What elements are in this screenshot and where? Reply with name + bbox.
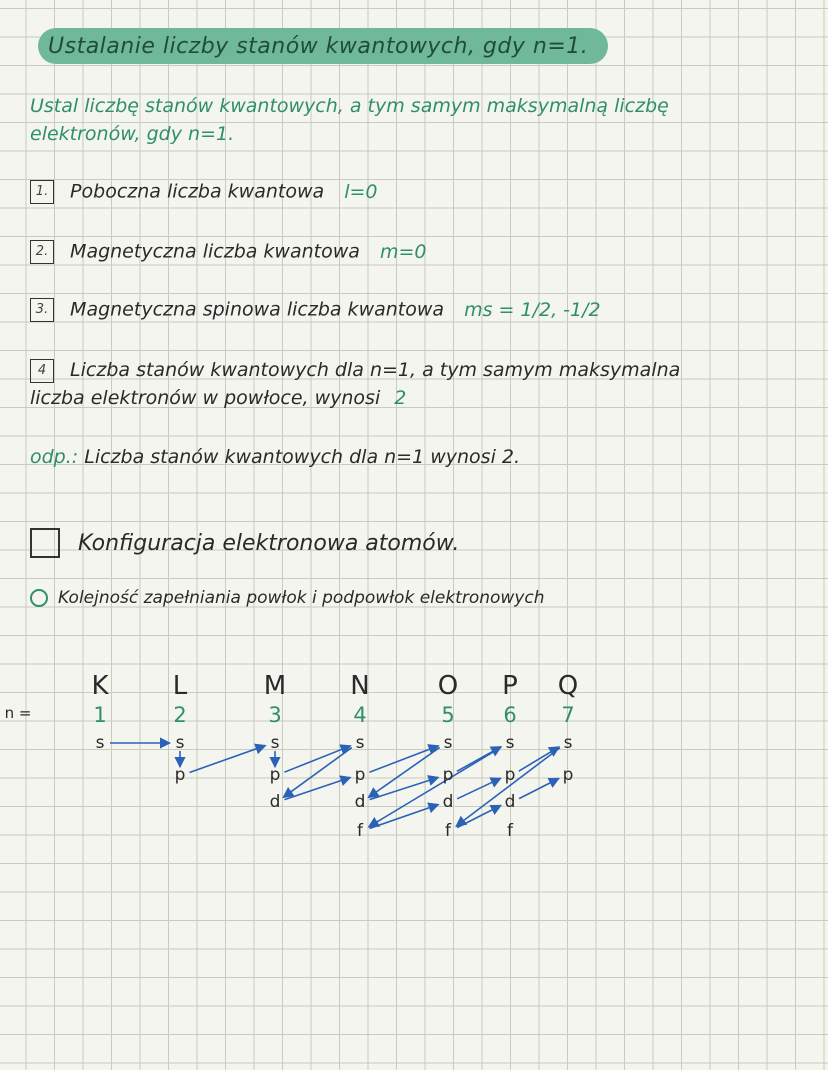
step-number-box: 1. <box>30 180 54 204</box>
subshell-label: p <box>442 765 454 785</box>
task-line-2: elektronów, gdy n=1. <box>30 123 235 145</box>
shell-number: 5 <box>441 703 455 727</box>
task-statement <box>30 92 669 148</box>
shell-letter: N <box>350 671 370 701</box>
order-arrow <box>189 746 265 773</box>
subsection-heading <box>30 588 545 608</box>
shell-letter: L <box>172 671 188 701</box>
shell-number: 2 <box>173 703 187 727</box>
subshell-label: s <box>443 733 453 753</box>
step-3 <box>30 298 601 322</box>
subshell-label: f <box>357 821 363 841</box>
step-text: Magnetyczna spinowa liczba kwantowa <box>70 298 445 321</box>
order-arrow <box>283 748 352 798</box>
order-arrow <box>369 805 438 829</box>
order-arrow <box>369 746 438 773</box>
order-arrow <box>519 747 559 771</box>
section-heading <box>30 528 459 558</box>
step-1 <box>30 180 378 204</box>
step-value: l=0 <box>344 180 378 203</box>
subshell-label: s <box>270 733 280 753</box>
subshell-label: d <box>354 792 366 812</box>
step-number-box: 4 <box>30 359 54 383</box>
shell-number: 4 <box>353 703 367 727</box>
answer-text: Liczba stanów kwantowych dla n=1 wynosi 2. <box>84 446 521 468</box>
checkbox-icon <box>30 528 60 558</box>
shell-number: 6 <box>503 703 517 727</box>
section-title: Konfiguracja elektronowa atomów. <box>78 530 460 556</box>
step-text: Liczba stanów kwantowych dla n=1, a tym samym maksymalna <box>70 359 681 381</box>
step-text-2: liczba elektronów w powłoce, wynosi <box>30 387 381 409</box>
subshell-label: s <box>505 733 515 753</box>
title-text: Ustalanie liczby stanów kwantowych, gdy n=1. <box>48 33 589 59</box>
step-number-box: 3. <box>30 298 54 322</box>
n-label: n = <box>4 704 32 722</box>
order-arrow <box>519 778 559 798</box>
step-number-box: 2. <box>30 240 54 264</box>
subshell-label: p <box>269 765 281 785</box>
step-text: Magnetyczna liczba kwantowa <box>70 240 360 263</box>
step-text: Poboczna liczba kwantowa <box>70 180 325 203</box>
subshell-label: f <box>507 821 513 841</box>
task-line-1: Ustal liczbę stanów kwantowych, a tym samym maksymalną liczbę <box>30 95 669 117</box>
subsection-title: Kolejność zapełniania powłok i podpowłok elektronowych <box>58 588 545 608</box>
shell-letter: M <box>263 671 287 701</box>
shell-number: 7 <box>561 703 575 727</box>
subshell-label: d <box>269 792 281 812</box>
subshell-label: s <box>355 733 365 753</box>
shell-number: 1 <box>93 703 107 727</box>
subshell-label: d <box>504 792 516 812</box>
subshell-label: p <box>504 765 516 785</box>
order-arrow <box>457 778 501 799</box>
step-value: m=0 <box>379 240 427 263</box>
order-arrow <box>456 748 560 827</box>
step-2 <box>30 240 427 264</box>
shell-letter: Q <box>557 671 579 701</box>
subshell-label: p <box>562 765 574 785</box>
step-value: ms = 1/2, -1/2 <box>464 298 601 321</box>
subshell-label: s <box>563 733 573 753</box>
step-4 <box>30 356 680 412</box>
shell-number: 3 <box>268 703 282 727</box>
subshell-label: d <box>442 792 454 812</box>
step-value: 2 <box>394 387 407 409</box>
circle-bullet-icon <box>30 589 48 607</box>
page-title <box>38 28 608 64</box>
subshell-label: f <box>445 821 451 841</box>
subshell-label: s <box>175 733 185 753</box>
answer-label: odp.: <box>30 446 79 468</box>
subshell-label: s <box>95 733 105 753</box>
subshell-label: p <box>354 765 366 785</box>
shell-letter: K <box>91 671 109 701</box>
order-arrow <box>284 746 350 772</box>
shell-letter: O <box>437 671 459 701</box>
filling-order-diagram <box>0 660 828 870</box>
subshell-label: p <box>174 765 186 785</box>
shell-letter: P <box>502 671 518 701</box>
answer <box>30 446 520 468</box>
